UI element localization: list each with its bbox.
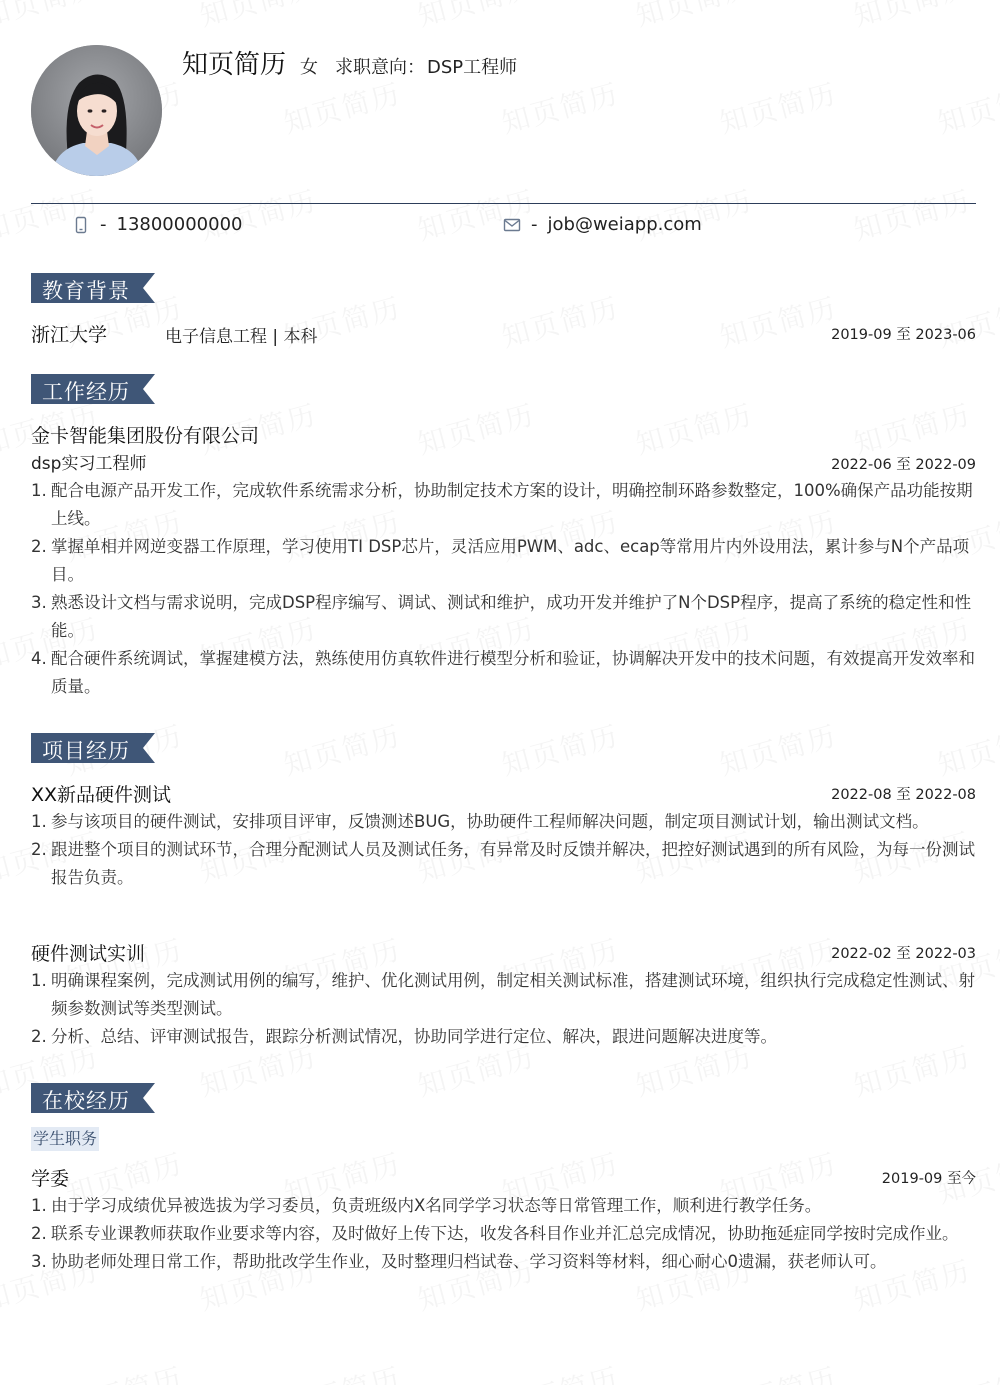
list-item bbox=[31, 967, 976, 1023]
section-header-education bbox=[31, 273, 155, 303]
list-item-number: 2. bbox=[31, 537, 47, 556]
list-item-number: 1. bbox=[31, 971, 47, 990]
candidate-name: 知页简历 bbox=[182, 50, 287, 80]
list-item bbox=[31, 808, 976, 836]
header-divider bbox=[31, 203, 976, 204]
campus-date: 2019-09 至今 bbox=[881, 1171, 976, 1187]
list-item bbox=[31, 533, 976, 589]
list-item-number: 3. bbox=[31, 1252, 47, 1271]
list-item bbox=[31, 477, 976, 533]
project-name: 硬件测试实训 bbox=[31, 943, 146, 965]
list-item-text: 跟进整个项目的测试环节，合理分配测试人员及测试任务，有异常及时反馈并解决，把控好测试遇到的所有风险，为每一份测试报告负责。 bbox=[51, 840, 975, 887]
job-intent-value: DSP工程师 bbox=[427, 57, 518, 78]
campus-category-tag: 学生职务 bbox=[31, 1127, 99, 1151]
list-item-text: 明确课程案例，完成测试用例的编写，维护、优化测试用例，制定相关测试标准，搭建测试环境，组织执行完成稳定性测试、射频参数测试等类型测试。 bbox=[51, 971, 975, 1018]
work-date: 2022-06 至 2022-09 bbox=[831, 457, 976, 473]
company-name: 金卡智能集团股份有限公司 bbox=[31, 425, 260, 447]
mail-icon bbox=[503, 216, 521, 234]
list-item-number: 3. bbox=[31, 593, 47, 612]
list-item-text: 配合硬件系统调试，掌握建模方法，熟练使用仿真软件进行模型分析和验证，协调解决开发中的技术问题，有效提高开发效率和质量。 bbox=[51, 649, 975, 696]
job-intent bbox=[333, 53, 517, 79]
phone-separator: - bbox=[100, 214, 107, 235]
list-item-text: 联系专业课教师获取作业要求等内容，及时做好上传下达，收发各科目作业并汇总完成情况，协助拖延症同学按时完成作业。 bbox=[51, 1224, 959, 1243]
phone-number: 13800000000 bbox=[116, 214, 243, 235]
contact-email bbox=[503, 214, 702, 235]
section-title-projects: 项目经历 bbox=[42, 739, 130, 763]
avatar bbox=[31, 45, 162, 176]
list-item bbox=[31, 836, 976, 892]
section-title-education: 教育背景 bbox=[42, 279, 130, 303]
work-duties-list bbox=[31, 477, 976, 701]
project-name: XX新品硬件测试 bbox=[31, 784, 172, 806]
email-address[interactable]: job@weiapp.com bbox=[547, 214, 702, 235]
list-item bbox=[31, 1192, 976, 1220]
section-header-campus bbox=[31, 1083, 155, 1113]
job-role: dsp实习工程师 bbox=[31, 454, 147, 474]
section-header-work bbox=[31, 374, 155, 404]
project-date: 2022-02 至 2022-03 bbox=[831, 946, 976, 962]
list-item-number: 2. bbox=[31, 1224, 47, 1243]
list-item-text: 熟悉设计文档与需求说明，完成DSP程序编写、调试、测试和维护，成功开发并维护了N个DSP程序，提高了系统的稳定性和性能。 bbox=[51, 593, 972, 640]
contact-phone bbox=[72, 214, 242, 235]
list-item-text: 掌握单相并网逆变器工作原理，学习使用TI DSP芯片，灵活应用PWM、adc、ecap等常用片内外设用法，累计参与N个产品项目。 bbox=[51, 537, 970, 584]
list-item-number: 2. bbox=[31, 1027, 47, 1046]
section-title-campus: 在校经历 bbox=[42, 1089, 130, 1113]
list-item bbox=[31, 645, 976, 701]
section-header-projects bbox=[31, 733, 155, 763]
list-item-number: 1. bbox=[31, 812, 47, 831]
school-major: 电子信息工程 | 本科 bbox=[165, 327, 318, 347]
list-item-text: 由于学习成绩优异被选拔为学习委员，负责班级内X名同学学习状态等日常管理工作，顺利进行教学任务。 bbox=[51, 1196, 822, 1215]
job-intent-label: 求职意向： bbox=[335, 57, 425, 78]
education-date: 2019-09 至 2023-06 bbox=[831, 327, 976, 343]
avatar-portrait bbox=[31, 45, 162, 176]
project-duties-list bbox=[31, 808, 976, 892]
list-item-text: 参与该项目的硬件测试，安排项目评审，反馈测述BUG，协助硬件工程师解决问题，制定项目测试计划，输出测试文档。 bbox=[51, 812, 929, 831]
gender: 女 bbox=[300, 57, 318, 78]
campus-duties-list bbox=[31, 1192, 976, 1276]
list-item-text: 配合电源产品开发工作，完成软件系统需求分析，协助制定技术方案的设计，明确控制环路参数整定，100%确保产品功能按期上线。 bbox=[51, 481, 973, 528]
list-item bbox=[31, 1220, 976, 1248]
list-item-number: 4. bbox=[31, 649, 47, 668]
email-separator: - bbox=[531, 214, 538, 235]
list-item-text: 协助老师处理日常工作，帮助批改学生作业，及时整理归档试卷、学习资料等材料，细心耐心0遗漏，获老师认可。 bbox=[51, 1252, 887, 1271]
phone-icon bbox=[72, 216, 90, 234]
list-item-number: 2. bbox=[31, 840, 47, 859]
list-item-number: 1. bbox=[31, 1196, 47, 1215]
project-date: 2022-08 至 2022-08 bbox=[831, 787, 976, 803]
list-item bbox=[31, 589, 976, 645]
section-title-work: 工作经历 bbox=[42, 380, 130, 404]
list-item-text: 分析、总结、评审测试报告，跟踪分析测试情况，协助同学进行定位、解决，跟进问题解决进度等。 bbox=[51, 1027, 777, 1046]
list-item bbox=[31, 1248, 976, 1276]
list-item bbox=[31, 1023, 976, 1051]
list-item-number: 1. bbox=[31, 481, 47, 500]
school-name: 浙江大学 bbox=[31, 324, 108, 346]
project-duties-list bbox=[31, 967, 976, 1051]
campus-role: 学委 bbox=[31, 1168, 70, 1190]
